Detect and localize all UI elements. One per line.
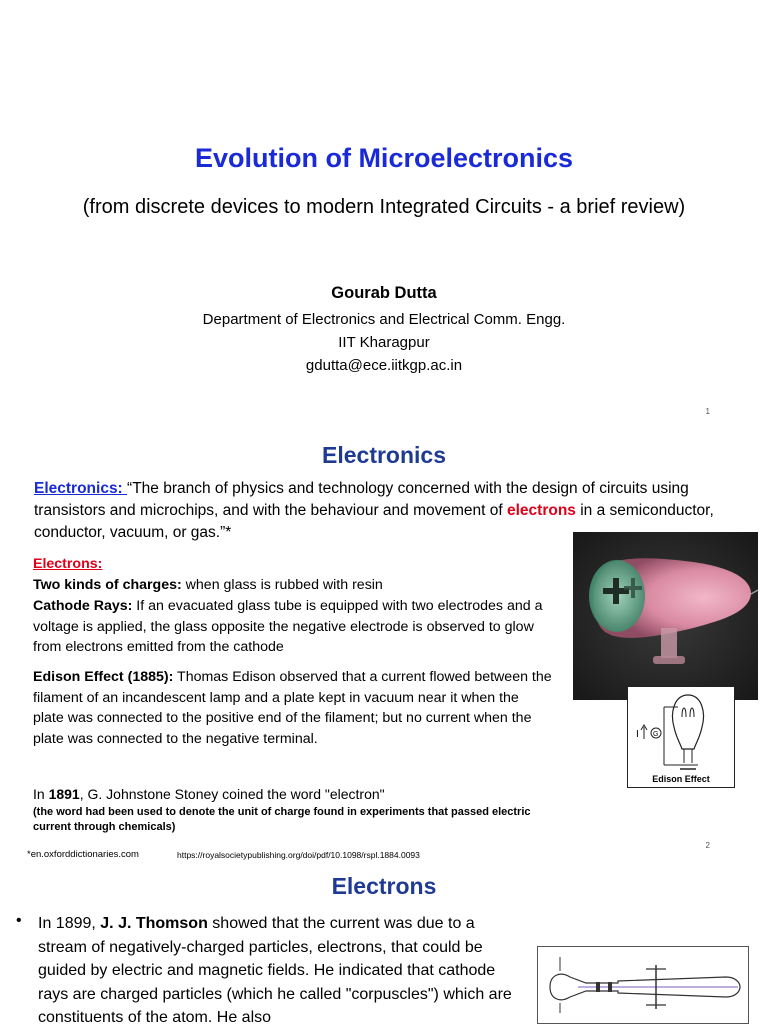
edison-paragraph [33,667,553,749]
edison-label: Edison Effect (1885): [33,669,174,685]
electronics-slide [0,430,768,860]
presentation-subtitle: (from discrete devices to modern Integrated Circuits - a brief review) [82,196,686,218]
electrons-heading-text: Electrons: [33,556,103,572]
thomson-crt-diagram [537,946,749,1024]
electrons-slide [0,860,768,1024]
stoney-note: (the word had been used to denote the unit of charge found in experiments that passed electric current through chemicals) [33,806,531,833]
author-department: Department of Electronics and Electrical Comm. Engg. [202,311,566,328]
edison-text: Thomas Edison observed that a current flowed between the filament of an incandescent lamp and a plate kept in vacuum near it when the plate was connected to the positive end of the filament; but no current when the plate was connected to the negative terminal. [33,669,552,747]
charges-text: when glass is rubbed with resin [181,577,383,593]
svg-text:I: I [636,729,639,740]
edison-circuit-icon [628,687,734,773]
cathode-ray-tube-photo [573,532,758,700]
charges-label: Two kinds of charges: [33,577,182,593]
stoney-text: , G. Johnstone Stoney coined the word "electron" [79,786,385,802]
definition-text-end: in a semiconductor, conductor, vacuum, or gas.”* [34,502,714,541]
thomson-text-start: In 1899, [38,915,101,932]
edison-diagram-label: Edison Effect [652,774,710,784]
page-number: 1 [705,407,710,416]
charges-paragraph [33,575,553,596]
list-item [38,912,520,1030]
thomson-text-rest: showed that the current was due to a stream of negatively-charged particles, electrons, that could be guided by electric and magnetic fields. He indicated that cathode rays are charged particles (which he called "corpuscles") which are constituents of the atom. He also [38,915,512,1026]
footnote-url: https://royalsocietypublishing.org/doi/pdf/10.1098/rspl.1884.0093 [177,850,420,860]
cathode-text: If an evacuated glass tube is equipped with two electrodes and a voltage is applied, the glass opposite the negative electrode is observed to glow from electrons emitted from the cathode [33,598,543,655]
definition-term: Electronics: [34,480,128,497]
cathode-label: Cathode Rays: [33,598,133,614]
bullet-marker: • [16,912,22,929]
electrons-heading [33,554,553,575]
definition-highlight: electrons [507,502,576,519]
page-number: 2 [705,841,710,850]
author-institute: IIT Kharagpur [338,334,430,351]
stoney-paragraph [33,784,553,805]
author-name: Gourab Dutta [331,284,437,302]
title-slide [0,0,768,430]
definition-text: “The branch of physics and technology concerned with the design of circuits using transistors and microchips, and with the behaviour and movement of [34,480,689,519]
stoney-year: 1891 [48,786,80,802]
slide-title: Electrons [331,873,437,899]
slide-title: Electronics [322,442,446,468]
author-email: gdutta@ece.iitkgp.ac.in [305,357,463,374]
presentation-title: Evolution of Microelectronics [194,143,574,173]
edison-effect-diagram [627,686,735,788]
thomson-name: J. J. Thomson [100,915,208,932]
stoney-in: In [33,786,49,802]
footnote-oxford: *en.oxforddictionaries.com [27,849,139,860]
svg-text:G: G [653,731,659,738]
cathode-paragraph [33,596,553,658]
